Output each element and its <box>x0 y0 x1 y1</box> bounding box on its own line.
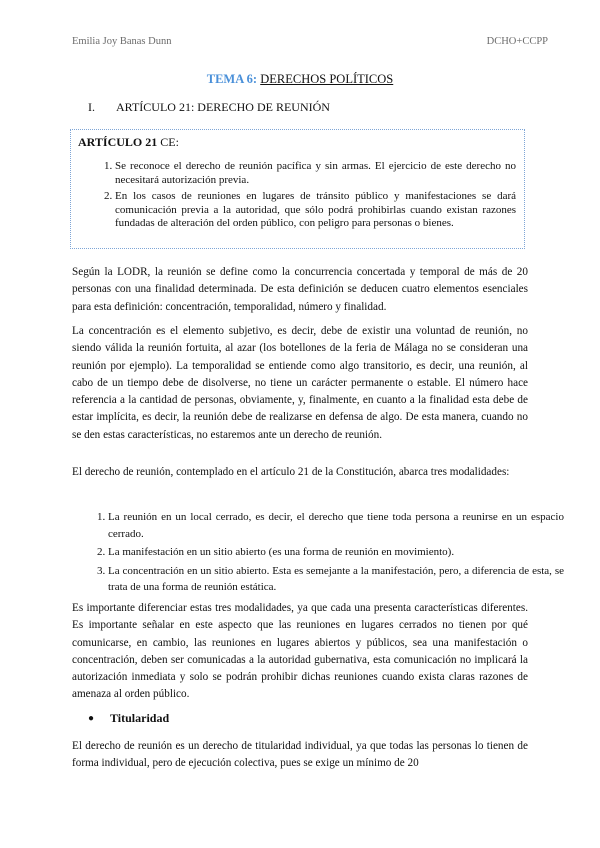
article-item: 2. En los casos de reuniones en lugares de tránsito público y manifestaciones se dará comunicación previa a la autoridad, que sólo podrá prohibirlas cuando existan razones fundadas de alteración del orden público, con peligro para personas o bienes. <box>115 190 516 231</box>
section-numeral: I. <box>88 100 95 114</box>
header-course: DCHO+CCPP <box>486 36 548 47</box>
paragraph-titularidad: El derecho de reunión es un derecho de titularidad individual, ya que todas las personas lo tienen de forma individual, pero de ejecución colectiva, pues se exige un mínimo de 20 <box>72 740 528 770</box>
modalidades-list <box>72 509 564 598</box>
paragraph-elements: La concentración es el elemento subjetivo, es decir, debe de existir una voluntad de reunión, no siendo válida la reunión fortuita, al azar (los botellones de la feria de Málaga no se consideran una reunión por ejemplo). La temporalidad se entiende como algo transitorio, es decir, una reunión, al cabo de un tiempo debe de disolverse, no tiene un carácter permanente o estable. El número hace referencia a la cantidad de personas, obviamente, y, finalmente, en cuanto a la finalidad esta debe de estar implícita, es decir, la reunión debe de realizarse en defensa de algo. De esta manera, cuando no se den estas características, no estaremos ante un derecho de reunión. <box>72 325 528 441</box>
paragraph-modalidades-intro: El derecho de reunión, contemplado en el artículo 21 de la Constitución, abarca tres modalidades: <box>72 466 510 478</box>
article-list <box>79 160 516 231</box>
list-item: 1. La reunión en un local cerrado, es decir, el derecho que tiene toda persona a reunirse en un espacio cerrado. <box>108 509 564 542</box>
bullet-dot-icon: ● <box>88 713 95 724</box>
article-label: ARTÍCULO 21 <box>78 135 158 149</box>
bullet-label: Titularidad <box>110 711 170 725</box>
list-item: 2. La manifestación en un sitio abierto (es una forma de reunión en movimiento). <box>108 544 564 561</box>
article-suffix: CE: <box>157 135 179 149</box>
section-title: ARTÍCULO 21: DERECHO DE REUNIÓN <box>116 100 330 114</box>
section-heading <box>88 100 330 115</box>
header-author: Emilia Joy Banas Dunn <box>72 36 172 47</box>
page-title <box>0 72 600 87</box>
title-tema: TEMA 6: <box>206 72 258 86</box>
article-box <box>70 129 525 249</box>
bullet-titularidad <box>88 711 169 726</box>
title-name: DERECHOS POLÍTICOS <box>260 72 394 86</box>
article-item: 1. Se reconoce el derecho de reunión pacífica y sin armas. El ejercicio de este derecho no necesitará autorización previa. <box>115 160 516 187</box>
paragraph-differences: Es importante diferenciar estas tres modalidades, ya que cada una presenta características diferentes. Es importante señalar en este aspecto que las reuniones en lugares cerrados no tienen por qué comunicarse, en cambio, las reuniones en lugares abiertos y públicos, sea una manifestación o concentración, deben ser comunicadas a la autoridad gubernativa, esta comunicación no implicará la autorización inmediata y solo se podrán prohibir dichas reuniones cuando exista claras razones de amenaza al orden público. <box>72 602 528 701</box>
paragraph-definition: Según la LODR, la reunión se define como la concurrencia concertada y temporal de más de 20 personas con una finalidad determinada. De esta definición se deducen cuatro elementos esenciales para esta definición: concentración, temporalidad, número y finalidad. <box>72 266 528 313</box>
list-item: 3. La concentración en un sitio abierto. Esta es semejante a la manifestación, pero, a diferencia de esta, se trata de una forma de reunión estática. <box>108 563 564 596</box>
article-box-heading <box>78 135 516 150</box>
